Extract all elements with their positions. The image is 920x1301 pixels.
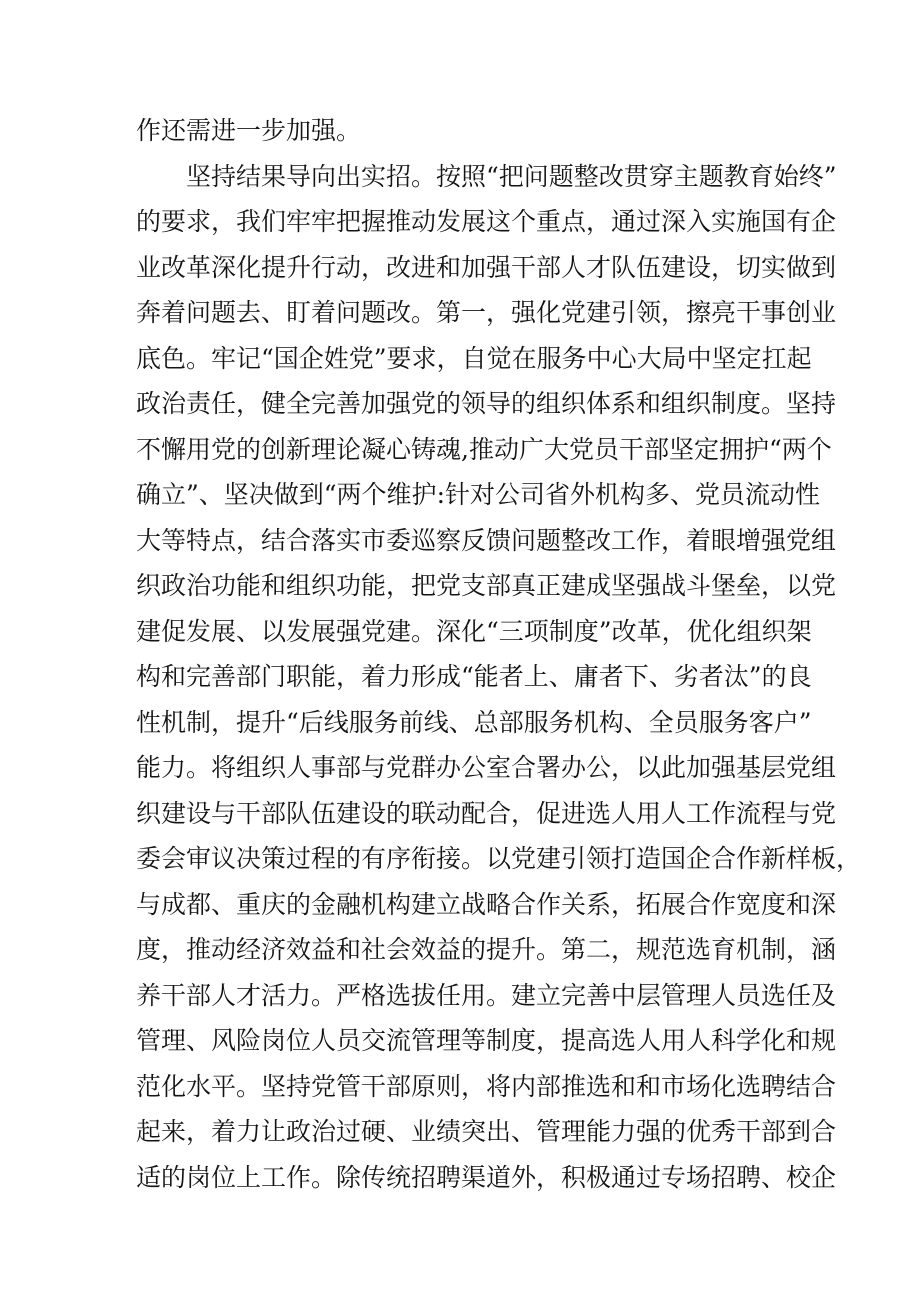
text-line: 的要求，我们牢牢把握推动发展这个重点，通过深入实施国有企 [136, 207, 837, 236]
text-line: 织建设与干部队伍建设的联动配合，促进选人用人工作流程与党 [136, 798, 837, 828]
text-line: 不懈用党的创新理论凝心铸魂,推动广大党员干部坚定拥护“两个 [136, 434, 832, 464]
text-line: 委会审议决策过程的有序衔接。以党建引领打造国企合作新样板， [136, 844, 862, 873]
text-line: 度，推动经济效益和社会效益的提升。第二，规范选育机制，涵 [136, 935, 837, 964]
text-line: 适的岗位上工作。除传统招聘渠道外，积极通过专场招聘、校企 [136, 1162, 837, 1192]
text-line: 奔着问题去、盯着问题改。第一，强化党建引领，擦亮干事创业 [136, 298, 837, 327]
text-line: 构和完善部门职能，着力形成“能者上、庸者下、劣者汰”的良 [136, 662, 812, 691]
text-line: 大等特点，结合落实市委巡察反馈问题整改工作，着眼增强党组 [136, 525, 837, 555]
text-line: 底色。牢记“国企姓党”要求，自觉在服务中心大局中坚定扛起 [136, 343, 812, 373]
text-line: 与成都、重庆的金融机构建立战略合作关系，拓展合作宽度和深 [136, 889, 837, 919]
text-line: 业改革深化提升行动，改进和加强干部人才队伍建设，切实做到 [136, 252, 837, 282]
text-line: 作还需进一步加强。 [136, 116, 362, 145]
text-line: 织政治功能和组织功能，把党支部真正建成坚强战斗堡垒，以党 [136, 571, 837, 600]
text-line: 性机制，提升“后线服务前线、总部服务机构、全员服务客户” [136, 707, 812, 737]
text-line: 政治责任，健全完善加强党的领导的组织体系和组织制度。坚持 [136, 389, 837, 418]
text-line: 起来，着力让政治过硬、业绩突出、管理能力强的优秀干部到合 [136, 1117, 837, 1146]
text-line: 能力。将组织人事部与党群办公室合署办公，以此加强基层党组 [136, 753, 837, 782]
paragraph-first-line: 坚持结果导向出实招。按照“把问题整改贯穿主题教育始终” [186, 161, 837, 191]
text-line: 确立”、坚决做到“两个维护:针对公司省外机构多、党员流动性 [136, 480, 820, 509]
body-text [136, 108, 862, 1200]
text-line: 养干部人才活力。严格选拔任用。建立完善中层管理人员选任及 [136, 980, 837, 1010]
text-line: 建促发展、以发展强党建。深化“三项制度”改革，优化组织架 [136, 616, 812, 646]
text-line: 管理、风险岗位人员交流管理等制度，提高选人用人科学化和规 [136, 1026, 837, 1055]
text-line: 范化水平。坚持党管干部原则，将内部推选和和市场化选聘结合 [136, 1071, 837, 1101]
